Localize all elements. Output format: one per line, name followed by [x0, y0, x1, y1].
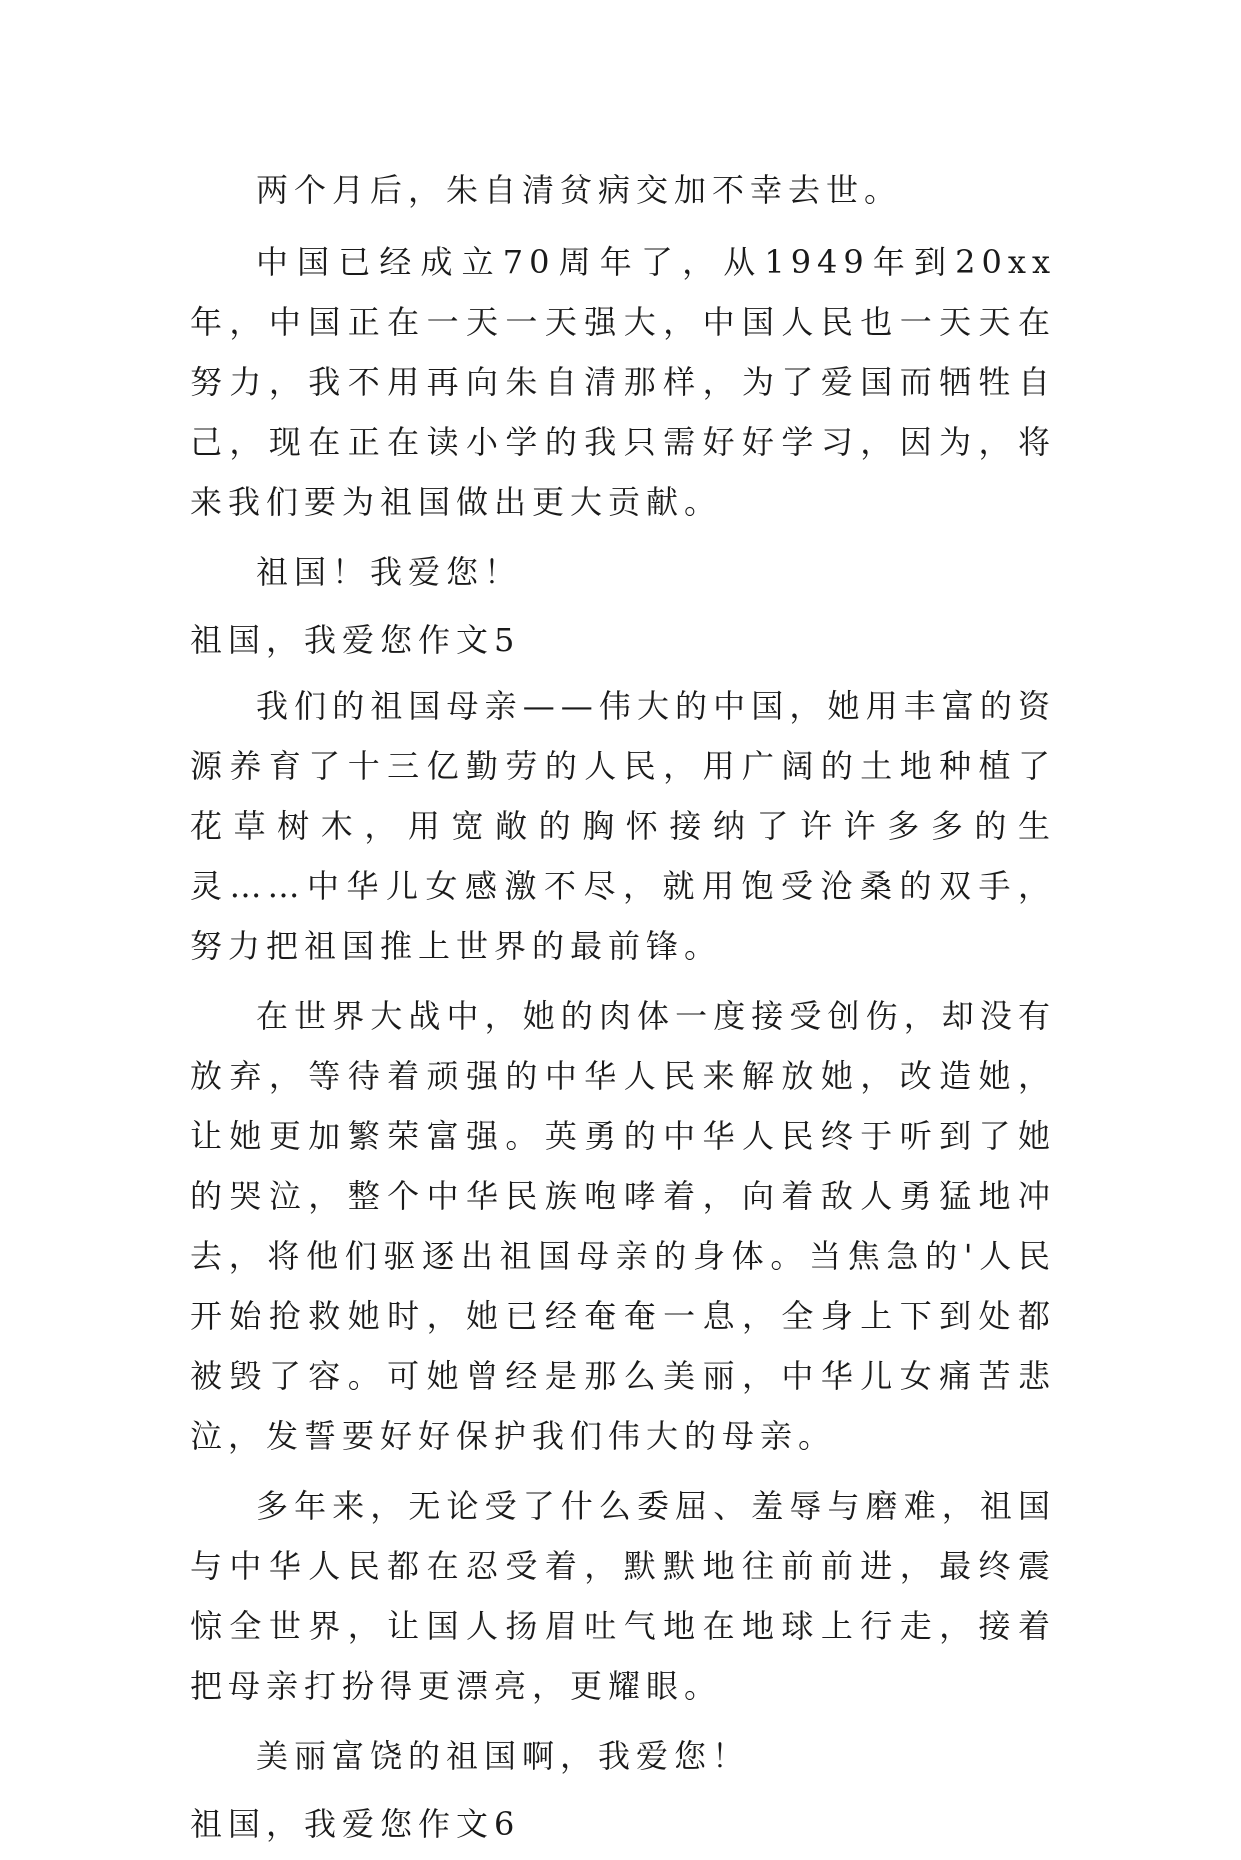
- essay-heading-5: 祖国，我爱您作文5: [190, 621, 521, 659]
- paragraph-motherland-love: 祖国！我爱您！: [256, 553, 523, 591]
- paragraph-zhu-ziqing-death: 两个月后，朱自清贫病交加不幸去世。: [256, 171, 903, 209]
- paragraph-great-china: 我们的祖国母亲——伟大的中国，她用丰富的资源养育了十三亿勤劳的人民，用广阔的土地种植了花草树木，用宽敞的胸怀接纳了许许多多的生灵……中华儿女感激不尽，就用饱受沧桑的双手，努力把祖国推上世界的最前锋。: [190, 687, 1056, 965]
- essay-heading-6: 祖国，我爱您作文6: [190, 1805, 521, 1843]
- paragraph-beautiful-motherland: 美丽富饶的祖国啊，我爱您！: [256, 1737, 751, 1775]
- document-page: [190, 160, 1056, 1860]
- paragraph-many-years: 多年来，无论受了什么委屈、羞辱与磨难，祖国与中华人民都在忍受着，默默地往前前进，最终震惊全世界，让国人扬眉吐气地在地球上行走，接着把母亲打扮得更漂亮，更耀眼。: [190, 1487, 1056, 1705]
- paragraph-world-war: 在世界大战中，她的肉体一度接受创伤，却没有放弃，等待着顽强的中华人民来解放她，改造她，让她更加繁荣富强。英勇的中华人民终于听到了她的哭泣，整个中华民族咆哮着，向着敌人勇猛地冲去，将他们驱逐出祖国母亲的身体。当焦急的'人民开始抢救她时，她已经奄奄一息，全身上下到处都被毁了容。可她曾经是那么美丽，中华儿女痛苦悲泣，发誓要好好保护我们伟大的母亲。: [190, 997, 1056, 1455]
- paragraph-china-70-years: 中国已经成立70周年了，从1949年到20xx年，中国正在一天一天强大，中国人民也一天天在努力，我不用再向朱自清那样，为了爱国而牺牲自己，现在正在读小学的我只需好好学习，因为，将来我们要为祖国做出更大贡献。: [190, 243, 1056, 521]
